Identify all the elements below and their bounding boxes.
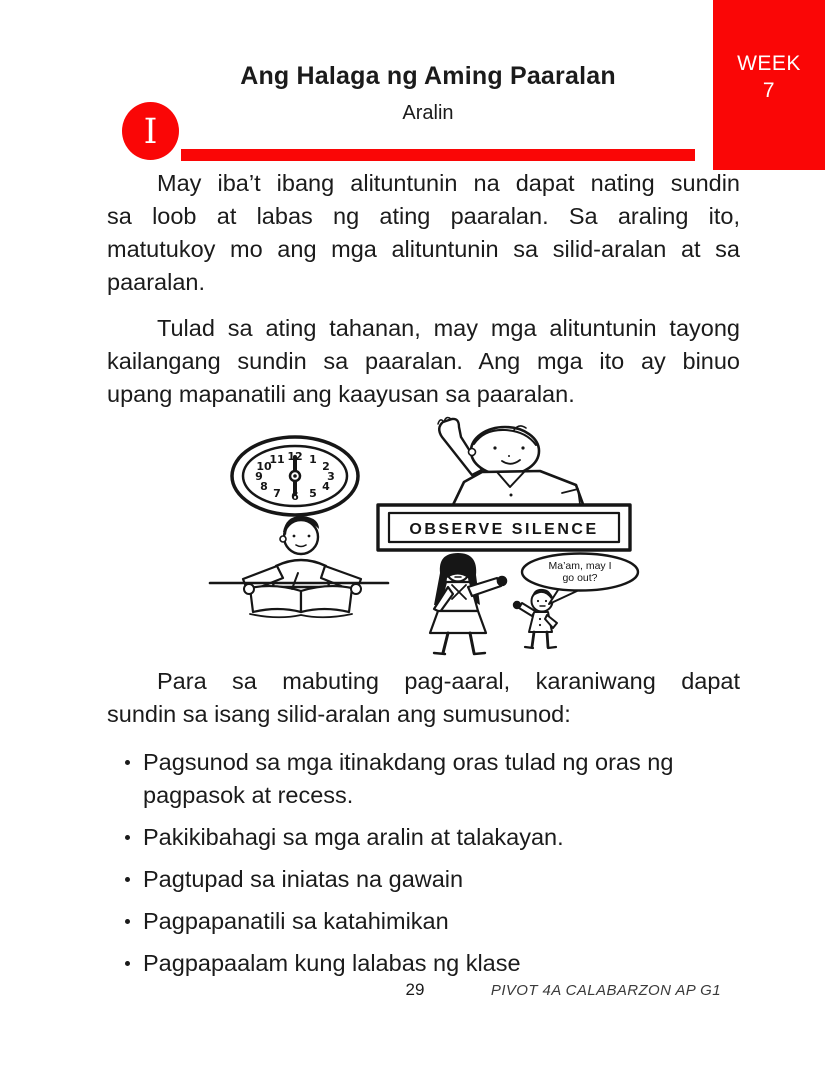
student-reading-illustration — [210, 516, 388, 617]
bullet-icon — [125, 961, 130, 966]
page-number: 29 — [405, 980, 425, 999]
paragraph-intro — [107, 167, 740, 299]
open-book-icon — [250, 586, 352, 617]
clock-icon — [232, 437, 358, 515]
list-item — [107, 905, 725, 938]
svg-text:8: 8 — [260, 480, 268, 493]
svg-text:4: 4 — [322, 480, 330, 493]
paragraph-line: sa loob at labas ng ating paaralan. Sa araling ito, — [107, 203, 740, 229]
bullet-icon — [125, 835, 130, 840]
classroom-rules-illustration — [180, 415, 640, 665]
paragraph-rules — [107, 312, 740, 411]
svg-text:7: 7 — [273, 487, 281, 500]
svg-text:10: 10 — [256, 460, 272, 473]
section-marker-label: I — [143, 111, 158, 152]
paragraph-line: matutukoy mo ang mga alituntunin sa silid-aralan at sa — [107, 236, 740, 262]
svg-text:12: 12 — [287, 450, 303, 463]
svg-text:11: 11 — [269, 453, 285, 466]
svg-text:5: 5 — [309, 487, 317, 500]
page-title: Ang Halaga ng Aming Paaralan — [240, 62, 616, 90]
list-item-text: Pagsunod sa mga itinakdang oras tulad ng oras ng pagpasok at recess. — [143, 749, 674, 808]
section-marker-circle — [122, 102, 179, 160]
paragraph-line: Tulad sa ating tahanan, may mga alituntunin tayong — [157, 315, 740, 341]
sign-label: OBSERVE SILENCE — [409, 521, 599, 538]
paragraph-lead-in — [107, 665, 740, 731]
paragraph-line: upang mapanatili ang kaayusan sa paaralan. — [107, 381, 575, 407]
footer-source: PIVOT 4A CALABARZON AP G1 — [490, 982, 721, 999]
paragraph-line: paaralan. — [107, 269, 205, 295]
child-asking-illustration — [514, 589, 558, 648]
bullet-icon — [125, 877, 130, 882]
week-badge-label: WEEK — [737, 52, 801, 75]
teacher-illustration — [430, 553, 507, 654]
list-item-text: Pagpapanatili sa katahimikan — [143, 908, 449, 934]
paragraph-line: May iba’t ibang alituntunin na dapat nating sundin — [157, 170, 740, 196]
list-item-text: Pagtupad sa iniatas na gawain — [143, 866, 464, 892]
bullet-icon — [125, 919, 130, 924]
bullet-icon — [125, 760, 130, 765]
page-subtitle: Aralin — [402, 102, 454, 124]
svg-text:9: 9 — [255, 470, 263, 483]
speech-bubble-line2: go out? — [562, 572, 598, 584]
svg-text:2: 2 — [322, 460, 330, 473]
paragraph-line: kailangang sundin sa paaralan. Ang mga ito ay binuo — [107, 348, 740, 374]
header-divider-bar — [181, 149, 695, 161]
list-item-text: Pakikibahagi sa mga aralin at talakayan. — [143, 824, 564, 850]
observe-silence-sign — [378, 505, 630, 550]
page-header — [123, 62, 733, 125]
list-item — [107, 863, 725, 896]
classroom-rules-list — [107, 746, 725, 989]
student-raising-hand-illustration — [438, 418, 584, 507]
list-item — [107, 947, 725, 980]
speech-bubble-line1: Ma’am, may I — [548, 560, 612, 572]
svg-text:3: 3 — [327, 470, 335, 483]
list-item — [107, 821, 725, 854]
paragraph-line: Para sa mabuting pag-aaral, karaniwang dapat — [157, 668, 740, 694]
paragraph-line: sundin sa isang silid-aralan ang sumusunod: — [107, 701, 571, 727]
svg-text:6: 6 — [291, 490, 299, 503]
week-badge-number: 7 — [762, 79, 776, 102]
list-item — [107, 746, 725, 812]
list-item-text: Pagpapaalam kung lalabas ng klase — [143, 950, 521, 976]
svg-text:1: 1 — [309, 453, 317, 466]
